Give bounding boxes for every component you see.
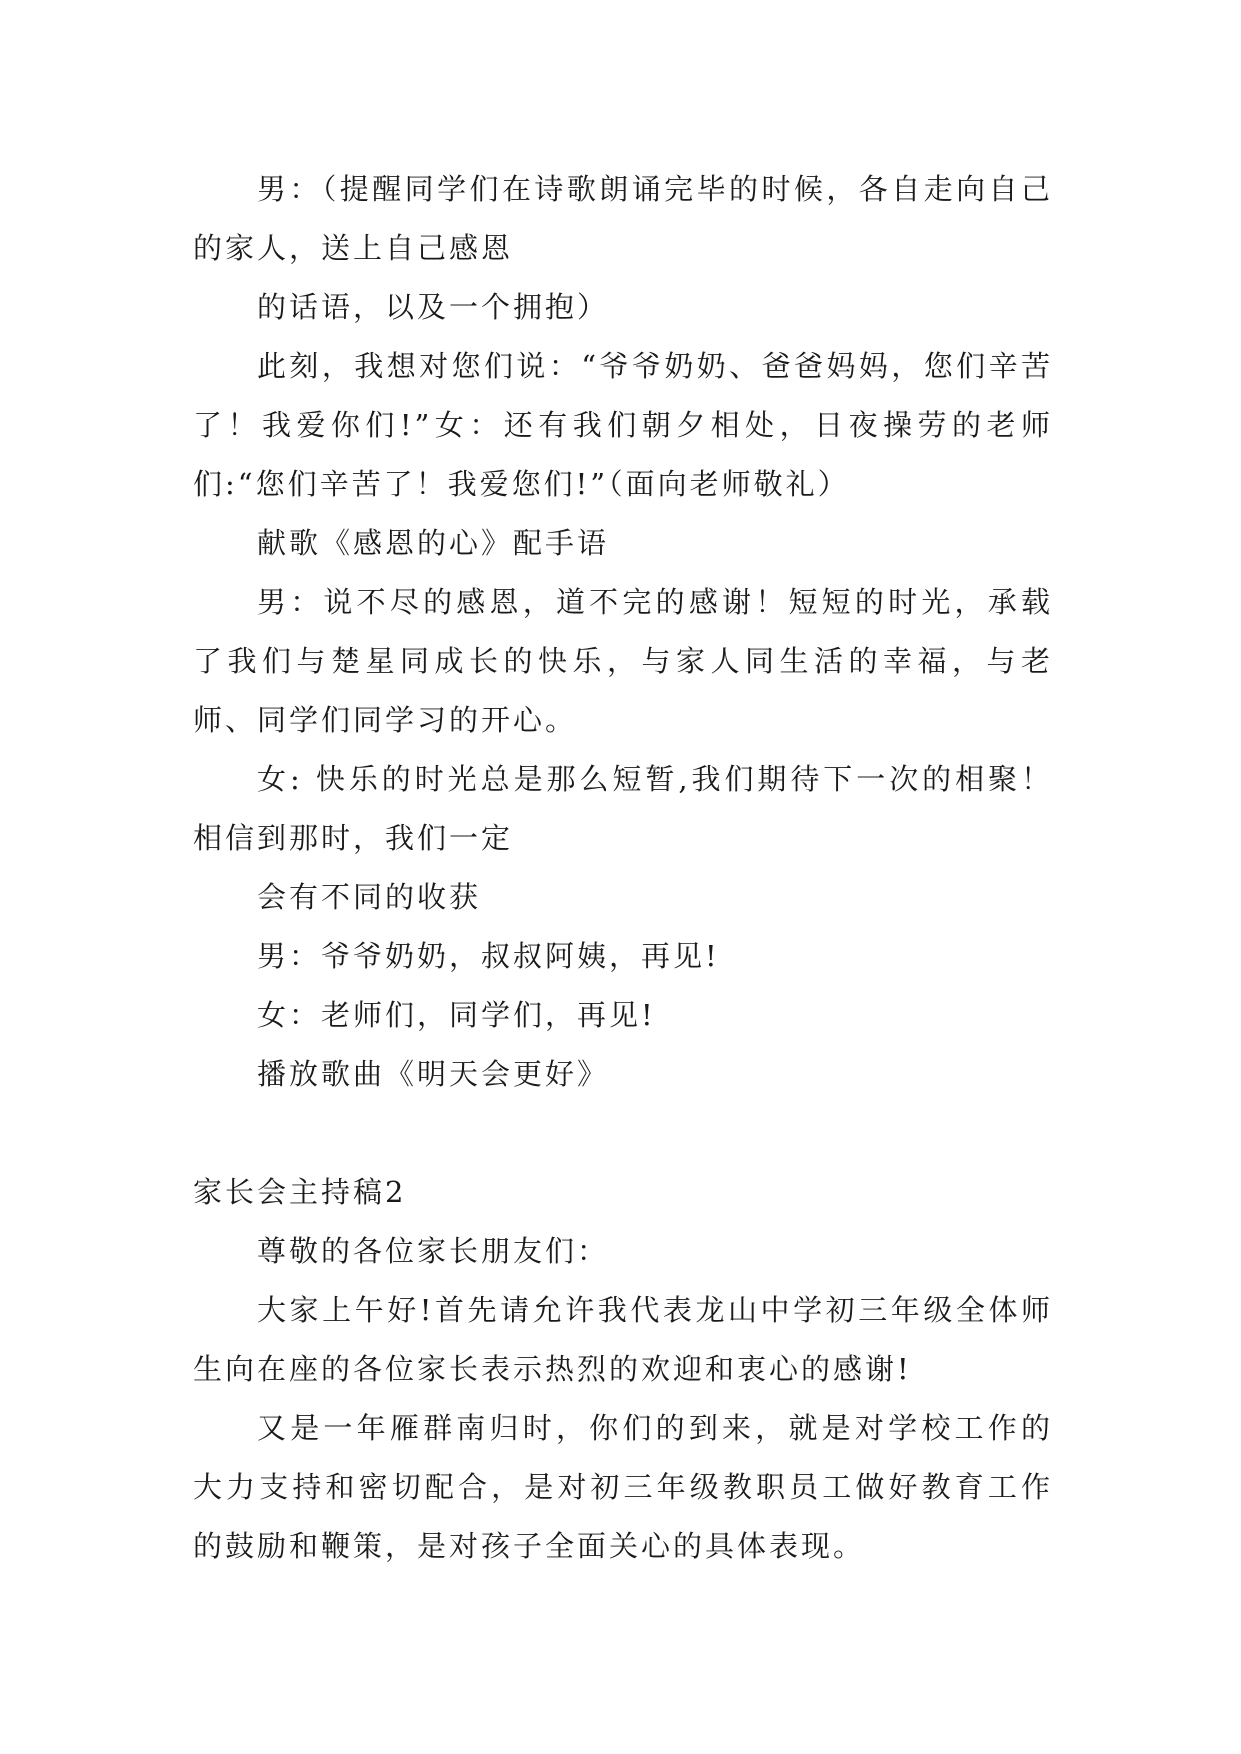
paragraph: 的话语，以及一个拥抱）	[257, 290, 610, 324]
paragraph: 大家上午好!首先请允许我代表龙山中学初三年级全体师生向在座的各位家长表示热烈的欢迎和衷心的感谢!	[193, 1293, 1053, 1386]
paragraph: 播放歌曲《明天会更好》	[257, 1057, 610, 1091]
paragraph: 又是一年雁群南归时，你们的到来，就是对学校工作的大力支持和密切配合，是对初三年级教职员工做好教育工作的鼓励和鞭策，是对孩子全面关心的具体表现。	[193, 1411, 1053, 1563]
paragraph: 尊敬的各位家长朋友们：	[257, 1234, 610, 1268]
paragraph: 此刻，我想对您们说：“爷爷奶奶、爸爸妈妈，您们辛苦了！我爱你们!”女：还有我们朝夕相处，日夜操劳的老师们:“您们辛苦了！我爱您们!”（面向老师敬礼）	[193, 349, 1053, 501]
section-heading: 家长会主持稿2	[193, 1175, 407, 1209]
paragraph: 献歌《感恩的心》配手语	[257, 526, 610, 560]
paragraph: 女: 快乐的时光总是那么短暂,我们期待下一次的相聚！相信到那时，我们一定	[193, 762, 1053, 855]
paragraph: 女：老师们，同学们，再见!	[257, 998, 656, 1032]
paragraph: 会有不同的收获	[257, 880, 482, 914]
paragraph: 男：说不尽的感恩，道不完的感谢！短短的时光，承载了我们与楚星同成长的快乐，与家人同生活的幸福，与老师、同学们同学习的开心。	[193, 585, 1053, 737]
document-body	[193, 160, 1053, 1576]
paragraph: 男：（提醒同学们在诗歌朗诵完毕的时候，各自走向自己的家人，送上自己感恩	[193, 172, 1053, 265]
paragraph: 男：爷爷奶奶，叔叔阿姨，再见!	[257, 939, 720, 973]
